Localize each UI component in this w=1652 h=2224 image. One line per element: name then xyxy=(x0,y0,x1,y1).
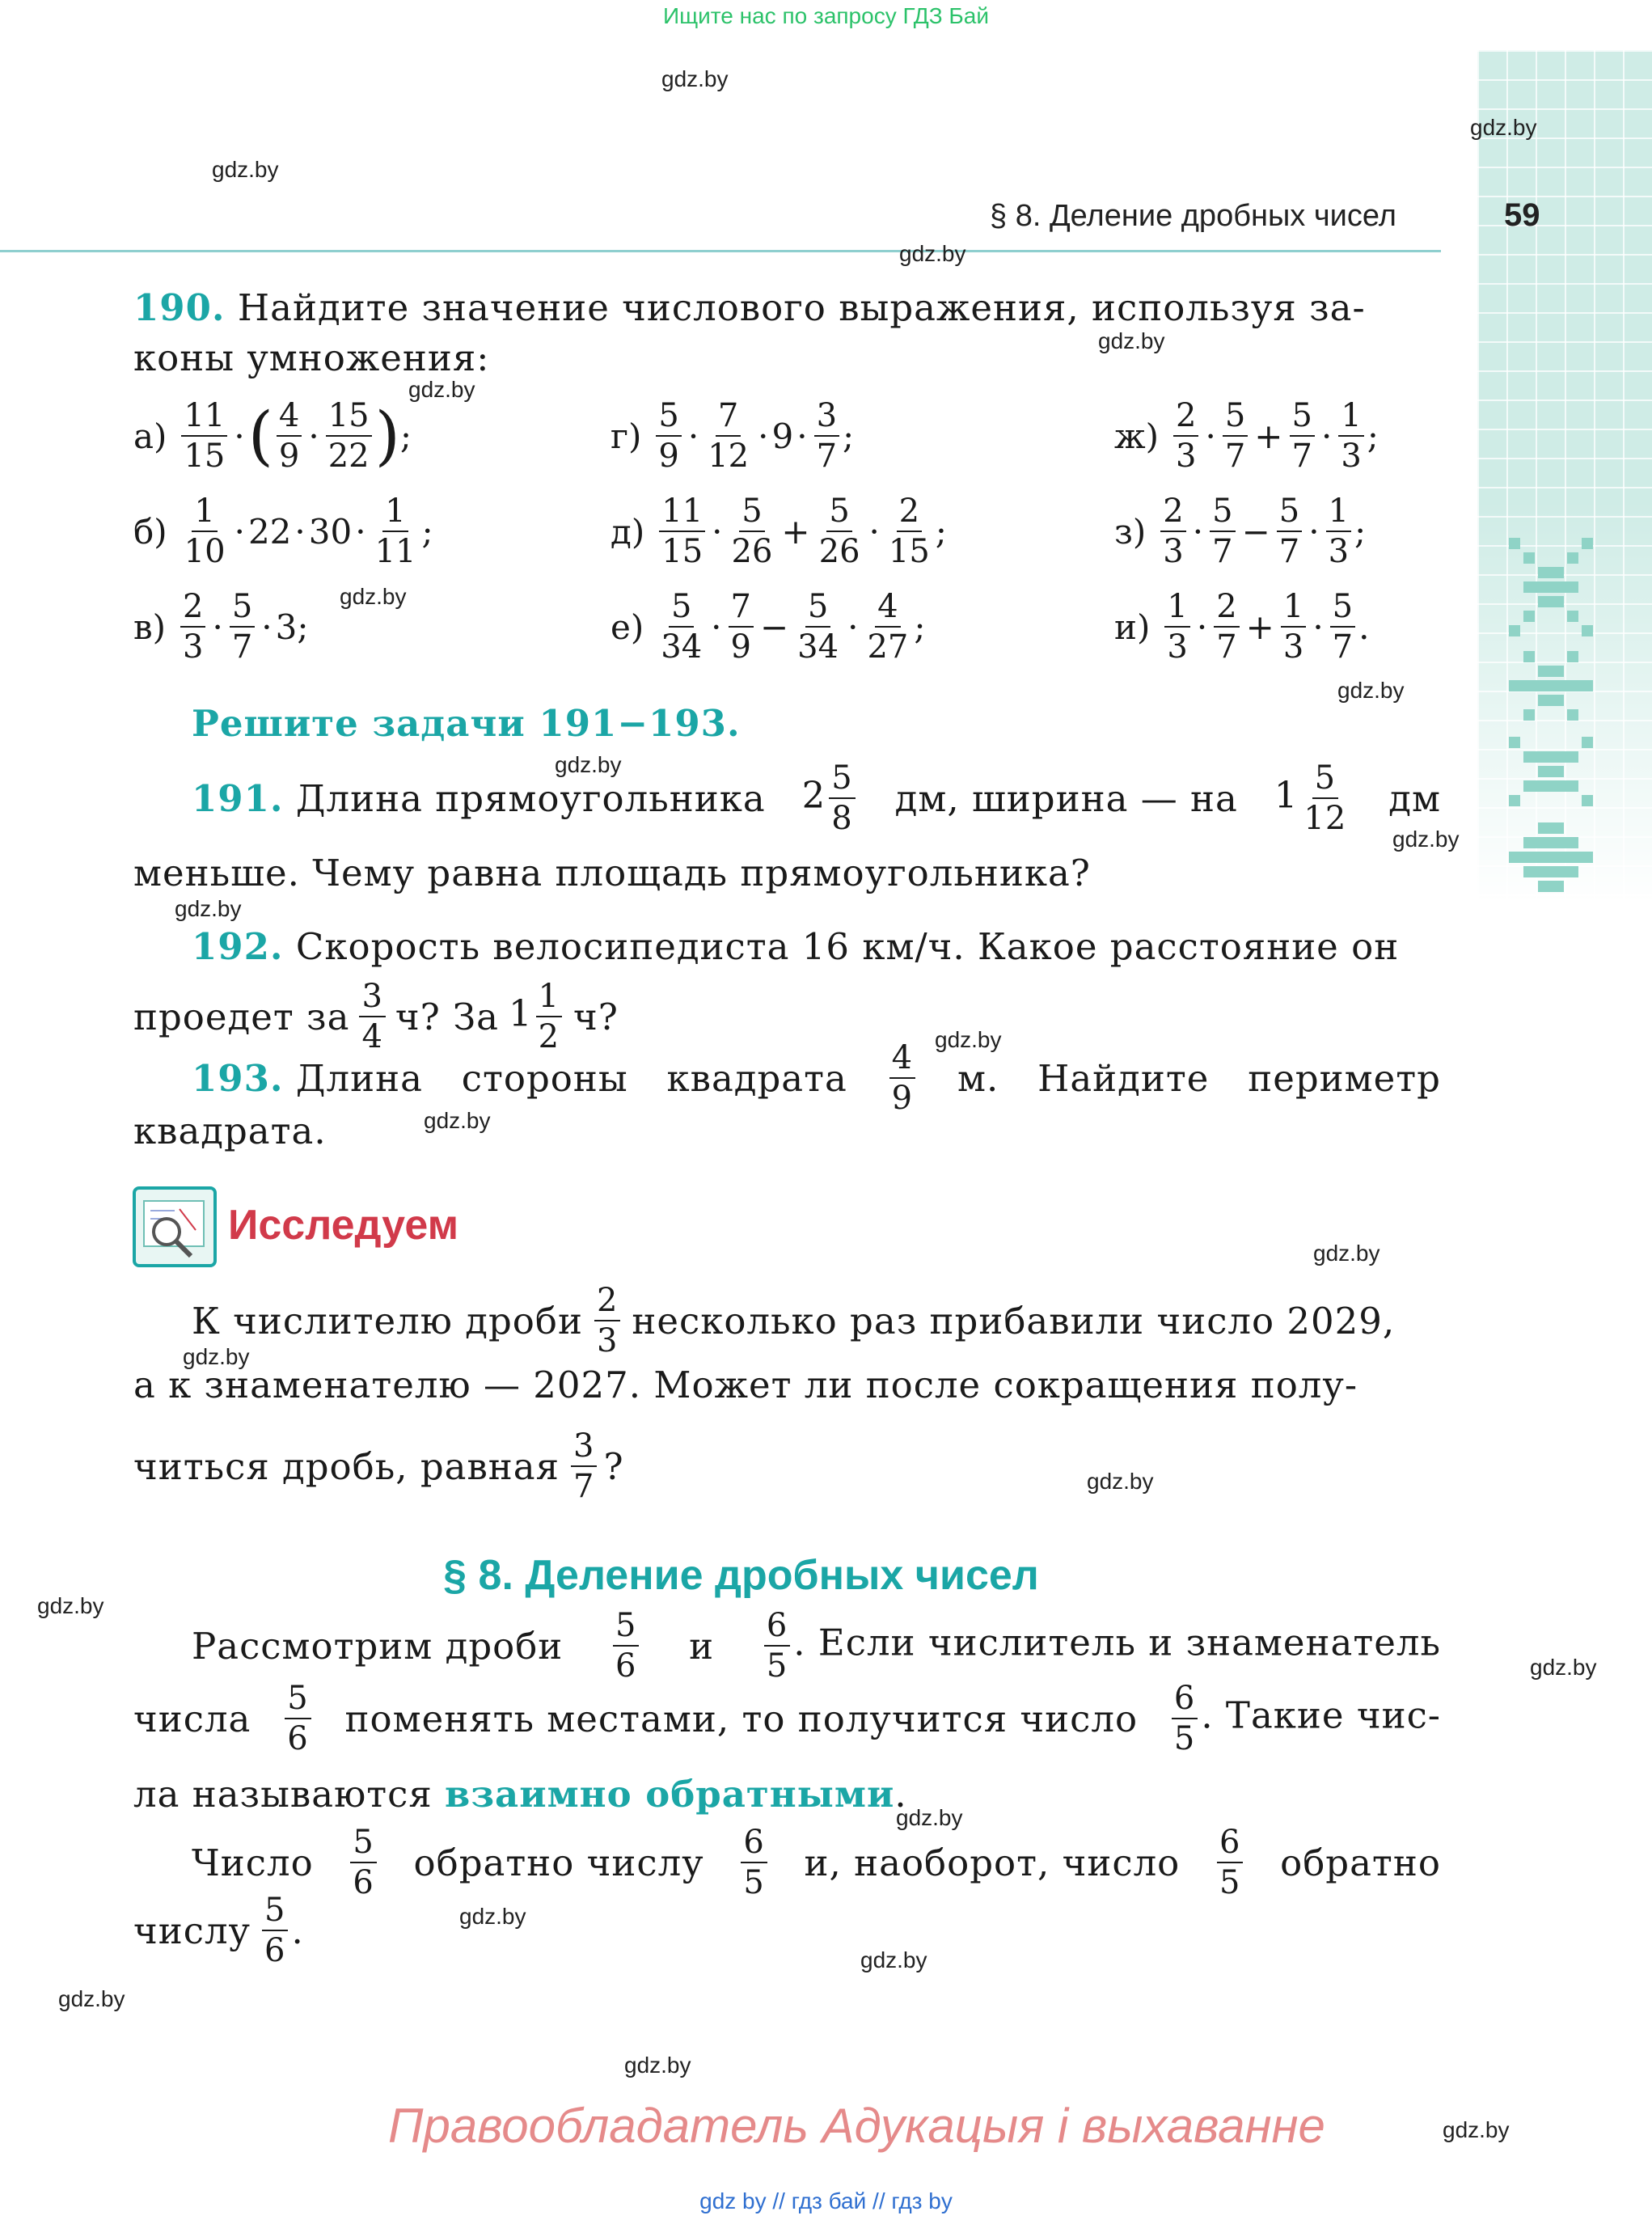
body-text: обратно xyxy=(1280,1841,1441,1884)
task-text: проедет за xyxy=(133,995,350,1038)
task-text: ч? xyxy=(573,995,619,1038)
task-text: м. xyxy=(957,1056,999,1100)
watermark: gdz.by xyxy=(624,2053,691,2078)
task-text: Скорость велосипедиста 16 км/ч. Какое расстояние он xyxy=(295,925,1400,968)
research-line1: К числителю дроби $\frac{2}{3}$ несколько раз прибавили число 2029, xyxy=(192,1282,1396,1359)
task-193-line2: квадрата. xyxy=(133,1110,327,1152)
watermark: gdz.by xyxy=(183,1344,250,1369)
body-text: . xyxy=(894,1773,907,1816)
section-p1-line1: Рассмотрим дроби $\frac{5}{6}$ и $\frac{6}{5}$ . Если числитель и знаменатель xyxy=(192,1607,1441,1685)
top-banner: Ищите нас по запросу ГДЗ Бай xyxy=(662,3,990,28)
body-text: Рассмотрим дроби xyxy=(192,1624,564,1668)
task-number: 190. xyxy=(133,286,226,329)
task-191-line1: 191. Длина прямоугольника 2 $\frac{5}{8}$ дм, ширина — на 1 $\frac{5}{12}$ дм xyxy=(192,759,1441,837)
expr-label: д) xyxy=(611,511,645,552)
section-p1-line2: числа $\frac{5}{6}$ поменять местами, то получится число $\frac{6}{5}$ . Такие чис- xyxy=(133,1680,1441,1757)
watermark: gdz.by xyxy=(58,1986,125,2011)
expr-label: е) xyxy=(611,607,644,647)
research-text: несколько раз прибавили число 2029, xyxy=(632,1299,1396,1342)
task-text: дм xyxy=(1388,776,1441,820)
research-icon xyxy=(133,1186,217,1267)
task-text: Найдите значение числового выражения, используя за- xyxy=(237,286,1366,329)
page-number: 59 xyxy=(1504,197,1540,233)
watermark: gdz.by xyxy=(1470,115,1537,140)
body-text: и xyxy=(689,1624,715,1668)
watermark: gdz.by xyxy=(1443,2117,1510,2142)
task-number: 191. xyxy=(192,776,284,820)
copyright-notice: Правообладатель Адукацыя і выхаванне xyxy=(388,2099,1325,2153)
expr-label: б) xyxy=(133,511,167,552)
body-text: обратно числу xyxy=(413,1841,704,1884)
watermark: gdz.by xyxy=(896,1805,963,1830)
task-193-line1: 193. Длина стороны квадрата $\frac{4}{9}$ м. Найдите периметр xyxy=(192,1039,1441,1117)
expr-label: в) xyxy=(133,607,167,647)
footer-links[interactable]: gdz by // гдз бай // гдз by xyxy=(699,2188,953,2213)
watermark: gdz.by xyxy=(935,1027,1002,1052)
watermark: gdz.by xyxy=(1098,328,1165,353)
watermark: gdz.by xyxy=(1337,678,1405,703)
task-191-line2: меньше. Чему равна площадь прямоугольника? xyxy=(133,852,1091,894)
body-text: . xyxy=(291,1909,304,1952)
watermark: gdz.by xyxy=(661,66,729,91)
expr-g: г) $\frac{5}{9}$ · $\frac{7}{12}$ · 9 · $\frac{3}{7}$ ; xyxy=(611,397,855,475)
research-text: читься дробь, равная xyxy=(133,1444,560,1488)
running-header: § 8. Деление дробных чисел xyxy=(990,199,1396,233)
watermark: gdz.by xyxy=(340,584,407,609)
watermark: gdz.by xyxy=(860,1947,927,1972)
section-p2-line1: Число $\frac{5}{6}$ обратно числу $\frac{6}{5}$ и, наоборот, число $\frac{6}{5}$ обратно xyxy=(192,1824,1441,1901)
task-text: Длина xyxy=(295,1056,423,1100)
body-text: . Такие чис- xyxy=(1201,1693,1441,1737)
expr-e: е) $\frac{5}{34}$ · $\frac{7}{9}$ − $\frac{5}{34}$ · $\frac{4}{27}$ ; xyxy=(611,588,926,666)
term-highlight: взаимно обратными xyxy=(445,1773,895,1816)
task-192-line2: проедет за $\frac{3}{4}$ ч? За 1 $\frac{1}{2}$ ч? xyxy=(133,978,619,1055)
task-text: квадрата xyxy=(666,1056,847,1100)
section-p1-line3 xyxy=(133,1773,907,1816)
research-line3: читься дробь, равная $\frac{3}{7}$ ? xyxy=(133,1427,624,1505)
body-text: ла называются xyxy=(133,1773,433,1816)
watermark: gdz.by xyxy=(424,1108,491,1133)
task-number: 192. xyxy=(192,925,284,968)
expr-d: д) $\frac{11}{15}$ · $\frac{5}{26}$ + $\frac{5}{26}$ · $\frac{2}{15}$ ; xyxy=(611,493,947,570)
section-heading-text: § 8. Деление дробных чисел xyxy=(443,1552,1039,1599)
header-rule xyxy=(0,250,1441,252)
watermark: gdz.by xyxy=(408,377,475,402)
expr-label: и) xyxy=(1114,607,1151,647)
expr-a: а) $\frac{11}{15}$ · ( $\frac{4}{9}$ · $\frac{15}{22}$ ) ; xyxy=(133,397,412,475)
body-text: поменять местами, то получится число xyxy=(344,1697,1139,1740)
watermark: gdz.by xyxy=(1087,1469,1154,1494)
task-text: Найдите xyxy=(1037,1056,1210,1100)
task-190-line1 xyxy=(133,286,1366,329)
section-p2-line2: числу $\frac{5}{6}$ . xyxy=(133,1892,304,1969)
expr-v: в) $\frac{2}{3}$ · $\frac{5}{7}$ · 3; xyxy=(133,588,309,666)
research-text: К числителю дроби xyxy=(192,1299,583,1342)
watermark: gdz.by xyxy=(212,157,279,182)
watermark: gdz.by xyxy=(1530,1655,1597,1680)
expr-zh: ж) $\frac{2}{3}$ · $\frac{5}{7}$ + $\frac{5}{7}$ · $\frac{1}{3}$ ; xyxy=(1114,397,1379,475)
watermark: gdz.by xyxy=(1392,827,1460,852)
expr-label: з) xyxy=(1114,511,1147,552)
research-line2: а к знаменателю — 2027. Может ли после сокращения полу- xyxy=(133,1364,1358,1406)
watermark: gdz.by xyxy=(555,752,622,777)
task-text: Длина прямоугольника xyxy=(295,776,766,820)
expr-i: и) $\frac{1}{3}$ · $\frac{2}{7}$ + $\frac{1}{3}$ · $\frac{5}{7}$ . xyxy=(1114,588,1370,666)
body-text: Число xyxy=(192,1841,314,1884)
task-190-line2: коны умножения: xyxy=(133,336,490,379)
task-text: дм, ширина — на xyxy=(894,776,1238,820)
body-text: числа xyxy=(133,1697,251,1740)
task-text: ч? За xyxy=(395,995,499,1038)
task-192-line1 xyxy=(192,925,1400,968)
watermark: gdz.by xyxy=(37,1593,104,1618)
task-number: 193. xyxy=(192,1056,284,1100)
solve-heading: Решите задачи 191−193. xyxy=(192,702,741,745)
body-text: и, наоборот, число xyxy=(804,1841,1181,1884)
research-text: ? xyxy=(603,1444,624,1488)
watermark: gdz.by xyxy=(1313,1241,1380,1266)
research-title: Исследуем xyxy=(228,1202,459,1249)
body-text: . Если числитель и знаменатель xyxy=(793,1621,1441,1664)
ornament-decoration xyxy=(1506,530,1596,902)
task-text: стороны xyxy=(461,1056,628,1100)
watermark: gdz.by xyxy=(175,896,242,921)
expr-label: г) xyxy=(611,416,642,456)
expr-label: а) xyxy=(133,416,167,456)
expr-label: ж) xyxy=(1114,416,1160,456)
section-heading xyxy=(0,1551,1652,1600)
expr-z: з) $\frac{2}{3}$ · $\frac{5}{7}$ − $\frac{5}{7}$ · $\frac{1}{3}$ ; xyxy=(1114,493,1367,570)
task-text: периметр xyxy=(1248,1056,1441,1100)
watermark: gdz.by xyxy=(899,241,966,266)
body-text: числу xyxy=(133,1909,251,1952)
watermark: gdz.by xyxy=(459,1904,526,1929)
expr-b: б) $\frac{1}{10}$ · 22 · 30 · $\frac{1}{11}$ ; xyxy=(133,493,433,570)
